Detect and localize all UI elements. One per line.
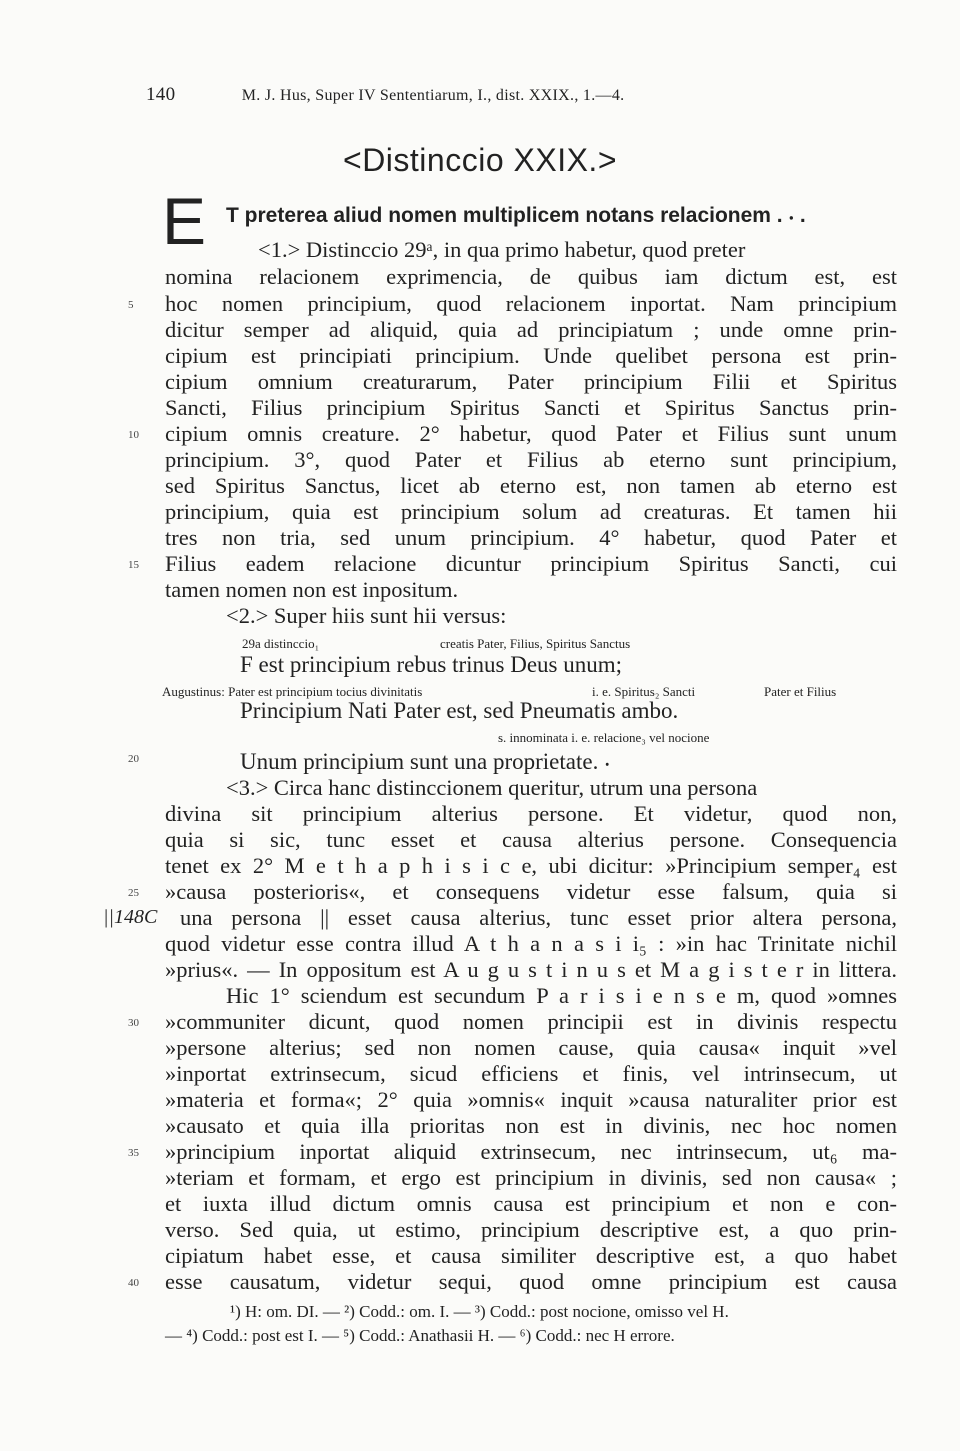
- text-line: »teriam et formam, et ergo est principium in divinis, sed non causa« ;: [165, 1165, 897, 1190]
- text-line: quia si sic, tunc esset et causa alterius persone. Consequencia: [165, 827, 897, 852]
- line-number: 15: [128, 559, 139, 571]
- text-line: <2.> Super hiis sunt hii versus:: [226, 603, 507, 628]
- line-number: 40: [128, 1277, 139, 1289]
- text-line: tenet ex 2° M e t h a p h i s i c e, ubi dicitur: »Principium semper₄ est: [165, 853, 897, 878]
- running-title: M. J. Hus, Super IV Sententiarum, I., dist. XXIX., 1.—4.: [241, 87, 625, 104]
- line-number: 10: [128, 429, 139, 441]
- verse-line: Unum principium sunt una proprietate. ⸳: [240, 749, 611, 774]
- verse-line: F est principium rebus trinus Deus unum;: [240, 652, 623, 677]
- text-line: et iuxta illud dictum omnis causa est principium et non e con-: [165, 1191, 897, 1216]
- text-line: <3.> Circa hanc distinccionem queritur, utrum una persona: [226, 775, 758, 800]
- text-line: sed Spiritus Sanctus, licet ab eterno est, non tamen ab eterno est: [165, 473, 897, 498]
- text-line: »persone alterius; sed non nomen cause, quia causa« inquit »vel: [165, 1035, 897, 1060]
- text-line: divina sit principium alterius persone. Et videtur, quod non,: [165, 801, 897, 826]
- line-number: 5: [128, 299, 134, 311]
- text-line: <1.> Distinccio 29ᵃ, in qua primo habetur, quod preter: [258, 237, 746, 262]
- verse-gloss: i. e. Spiritus₂ Sancti: [592, 684, 696, 699]
- verse-line: Principium Nati Pater est, sed Pneumatis ambo.: [240, 698, 679, 723]
- running-header: [146, 84, 624, 106]
- footnote: — ⁴) Codd.: post est I. — ⁵) Codd.: Anathasii H. — ⁶) Codd.: nec H errore.: [165, 1326, 675, 1345]
- text-line: »causa posterioris«, et consequens videtur esse falsum, quia si: [165, 879, 897, 904]
- text-line: nomina relacionem exprimencia, de quibus iam dictum est, est: [165, 264, 897, 289]
- text-line: »principium inportat aliquid extrinsecum, nec intrinsecum, ut₆ ma-: [165, 1139, 897, 1164]
- text-line: cipiatum habet esse, et causa similiter descriptive est, a quo habet: [165, 1243, 897, 1268]
- text-line: hoc nomen principium, quod relacionem inportat. Nam principium: [165, 291, 897, 316]
- text-line: »causato et quia illa prioritas non est in divinis, nec hoc nomen: [165, 1113, 897, 1138]
- verse-gloss: 29a distinccio₁: [242, 636, 320, 651]
- text-line: Hic 1° sciendum est secundum P a r i s i e n s e m, quod »omnes: [226, 983, 897, 1008]
- verse-gloss: creatis Pater, Filius, Spiritus Sanctus: [440, 636, 631, 651]
- text-line: tamen nomen non est inpositum.: [165, 577, 459, 602]
- text-line: cipium omnis creature. 2° habetur, quod Pater et Filius sunt unum: [165, 421, 897, 446]
- text-line: quod videtur esse contra illud A t h a n a s i i₅ : »in hac Trinitate nichil: [165, 931, 897, 956]
- text-line: cipium omnium creaturarum, Pater principium Filii et Spiritus: [165, 369, 897, 394]
- line-number: 25: [128, 887, 139, 899]
- text-line: una persona || esset causa alterius, tunc esset prior altera persona,: [180, 905, 897, 930]
- text-line: Filius eadem relacione dicuntur principium Spiritus Sancti, cui: [165, 551, 897, 576]
- text-line: principium, quia est principium solum ad creaturas. Et tamen hii: [165, 499, 897, 524]
- section-title: <Distinccio XXIX.>: [343, 142, 617, 178]
- drop-cap: E: [162, 184, 207, 258]
- line-number: 35: [128, 1147, 139, 1159]
- text-line: principium. 3°, quod Pater et Filius ab eterno sunt principium,: [165, 447, 897, 472]
- line-number: 30: [128, 1017, 139, 1029]
- text-line: »materia et forma«; 2° quia »omnis« inquit »causa naturaliter prior est: [165, 1087, 897, 1112]
- verse-gloss: s. innominata i. e. relacione₃ vel nocione: [498, 730, 710, 745]
- opening-line: T preterea aliud nomen multiplicem notans relacionem . ⸳ .: [226, 204, 806, 227]
- line-number: 20: [128, 753, 139, 765]
- margin-note: ||148C: [103, 906, 158, 928]
- text-line: »prius«. — In oppositum est A u g u s t i n u s et M a g i s t e r in littera.: [165, 957, 897, 982]
- text-line: Sancti, Filius principium Spiritus Sancti et Spiritus Sanctus prin-: [165, 395, 897, 420]
- text-line: verso. Sed quia, ut estimo, principium descriptive est, a quo prin-: [165, 1217, 897, 1242]
- text-line: esse causatum, videtur sequi, quod omne principium est causa: [165, 1269, 897, 1294]
- verse-gloss: Pater et Filius: [764, 684, 837, 699]
- text-line: cipium est principiati principium. Unde quelibet persona est prin-: [165, 343, 897, 368]
- text-line: »inportat extrinsecum, sicud efficiens et finis, vel intrinsecum, ut: [165, 1061, 897, 1086]
- verse-gloss: Augustinus: Pater est principium tocius divinitatis: [162, 684, 423, 699]
- text-line: tres non tria, sed unum principium. 4° habetur, quod Pater et: [165, 525, 897, 550]
- footnote: ¹) H: om. DI. — ²) Codd.: om. I. — ³) Codd.: post nocione, omisso vel H.: [230, 1302, 729, 1321]
- text-line: »communiter dicunt, quod nomen principii est in divinis respectu: [165, 1009, 897, 1034]
- page-number: 140: [146, 84, 176, 105]
- text-line: dicitur semper ad aliquid, quia ad principiatum ; unde omne prin-: [165, 317, 897, 342]
